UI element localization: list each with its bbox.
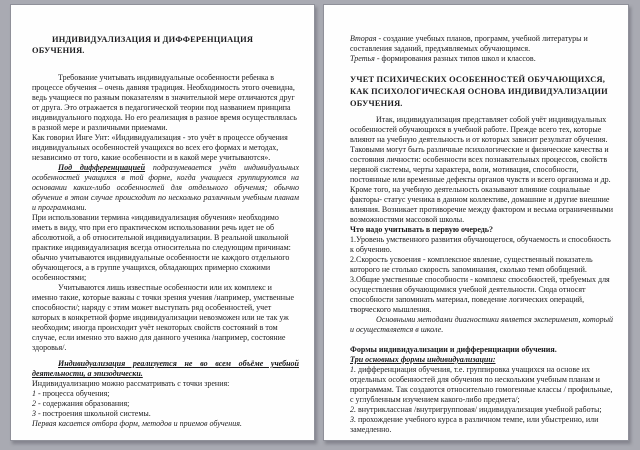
section-heading-psych-features: УЧЕТ ПСИХИЧЕСКИХ ОСОБЕННОСТЕЙ ОБУЧАЮЩИХСЯ, КАК ПСИХОЛОГИЧЕСКАЯ ОСНОВА ИНДИВИДУАЛИЗАЦИИ ОБУЧЕНИЯ. — [350, 75, 608, 108]
question-heading: Что надо учитывать в первую очередь? — [350, 225, 494, 234]
paragraph-first-form: Первая касается отбора форм, методов и приемов обучения. — [32, 419, 242, 428]
list-item-number: 3. — [350, 415, 356, 424]
paragraph-text: - создание учебных планов, программ, учебной литературы и составления заданий, предъявляемых обучающимся. — [350, 34, 588, 53]
list-item-number: 2. — [350, 405, 356, 414]
list-item-text: - построения школьной системы. — [36, 409, 151, 418]
list-item-text: дифференциация обучения, т.е. группировка учащихся на основе их отдельных особенностей для обучения по нескольким учебным планам и программам. Так создаются относительно гомогенные классы / профильные, с углубленным изучением какого-либо предмета/; — [350, 365, 613, 404]
list-item-number: 3 — [32, 409, 36, 418]
list-item-text: внутриклассная /внутригрупповая/ индивидуализация учебной работы; — [356, 405, 602, 414]
list-item-text: - процесса обучения; — [36, 389, 110, 398]
statement-episodic: Индивидуализация реализуется не во всем объёме учебной деятельности, а эпизодически. — [32, 359, 299, 378]
numbered-point: 3.Общие умственные способности - комплекс способностей, требуемых для осуществления обучающимися учебной деятельности. Сюда относят способности запоминать материал, поведение логических операций, творческого мышления. — [350, 275, 610, 314]
paragraph-itak: Итак, индивидуализация представляет собой учёт индивидуальных особенностей обучающихся в учебной работе. Прежде всего тех, которые влияют на учебную деятельность и от которых зависит результат обучения. Таковыми могут быть различные психологические и физические качества и состояния личности: особенности всех познавательных процессов, свойств нервной системы, черты характера, воли, мотивация, способности, постоянные или временные дефекты органов чувств и всего организма и др. Кроме того, на учебную деятельность оказывают влияние социальные факторы- статус ученика в данном коллективе, домашние и другие внешние влияния. Возникает противоречие между фактором и весьма ограниченными возможностями массовой школы. — [350, 115, 613, 224]
section-heading-forms: Формы индивидуализации и дифференциации обучения. — [350, 345, 557, 354]
paragraph-unt-quote: Как говорил Инге Унт: «Индивидуализация - это учёт в процессе обучения индивидуальных особенностей учащихся во всех его формах и методах, независимо от того, какие особенности и в какой мере учитываются». — [32, 133, 288, 162]
paragraph-differentiation — [32, 163, 299, 213]
term-third: Третья — [350, 54, 375, 63]
term-differentiation: Под дифференциацией — [58, 163, 146, 172]
paragraph-viewpoints: Индивидуализацию можно рассматривать с точки зрения: — [32, 379, 230, 388]
list-item — [32, 399, 299, 409]
forms-list-item — [350, 405, 615, 415]
list-item-text: прохождение учебного курса в различном темпе, или убыстренно, или замедленно. — [350, 415, 599, 434]
subheading-three-forms: Три основных формы индивидуализации: — [350, 355, 496, 364]
paragraph-term-usage: При использовании термина «индивидуализация обучения» необходимо иметь в виду, что при его практическом использовании речь идет не об абсолютной, а об относительной индивидуализации. В реальной школьной практике индивидуализация всегда относительна по следующим причинам: обычно учитываются индивидуальные особенности не каждого отдельного обучающегося, а в группе учащихся, обладающих примерно схожими особенностями; — [32, 213, 291, 282]
paragraph-text: - формирования разных типов школ и классов. — [374, 54, 536, 63]
paragraph-tradition: Требование учитывать индивидуальные особенности ребенка в процессе обучения – очень давняя традиция. Необходимость этого очевидна, ведь учащиеся по разным показателям в значительной мере отличаются друг от друга. Это отражается в педагогической теории под названием принципа индивидуального подхода. Но его реализация в разное время осуществлялась в разной мере и различными приемами. — [32, 73, 297, 132]
term-second: Вторая — [350, 34, 377, 43]
numbered-point: 2.Скорость усвоения - комплексное явление, существенный показатель которого не столько скорость запоминания, сколько темп обобщений. — [350, 255, 593, 274]
document-page-right — [323, 4, 629, 441]
document-page-left — [10, 4, 315, 441]
list-item — [32, 389, 299, 399]
list-item — [32, 409, 299, 419]
numbered-point: 1.Уровень умственного развития обучающегося, обучаемость и способность к обучению. — [350, 235, 611, 254]
paragraph-second-form — [350, 34, 615, 54]
list-item-number: 1. — [350, 365, 356, 374]
list-item-number: 1 — [32, 389, 36, 398]
list-item-text: - содержания образования; — [36, 399, 130, 408]
forms-list-item — [350, 365, 615, 405]
list-item-number: 2 — [32, 399, 36, 408]
paragraph-diagnostics: Основными методами диагностики является эксперимент, который и осуществляется в школе. — [350, 315, 614, 334]
forms-list-item — [350, 415, 615, 435]
paragraph-third-form — [350, 54, 615, 64]
paragraph-text: подразумевается учёт индивидуальных особенностей учащихся в той форме, когда учащиеся группируются на основании каких-либо особенностей для отдельного обучения; обычно обучение в этом случае происходит по несколько различным учебным планам и программами. — [32, 163, 300, 212]
paragraph-known-features: Учитываются лишь известные особенности или их комплекс и именно такие, которые важны с точки зрения учения /например, умственные способности/; наряду с этим может выступать ряд особенностей, учет которых в конкретной форме индивидуализации невозможен или не так уж необходим; иногда происходит учёт некоторых свойств состояний в том случае, если именно это важно для данного ученика /например, состояние здоровья/. — [32, 283, 295, 352]
page-title: ИНДИВИДУАЛИЗАЦИЯ И ДИФФЕРЕНЦИАЦИЯ ОБУЧЕНИЯ. — [32, 35, 254, 55]
